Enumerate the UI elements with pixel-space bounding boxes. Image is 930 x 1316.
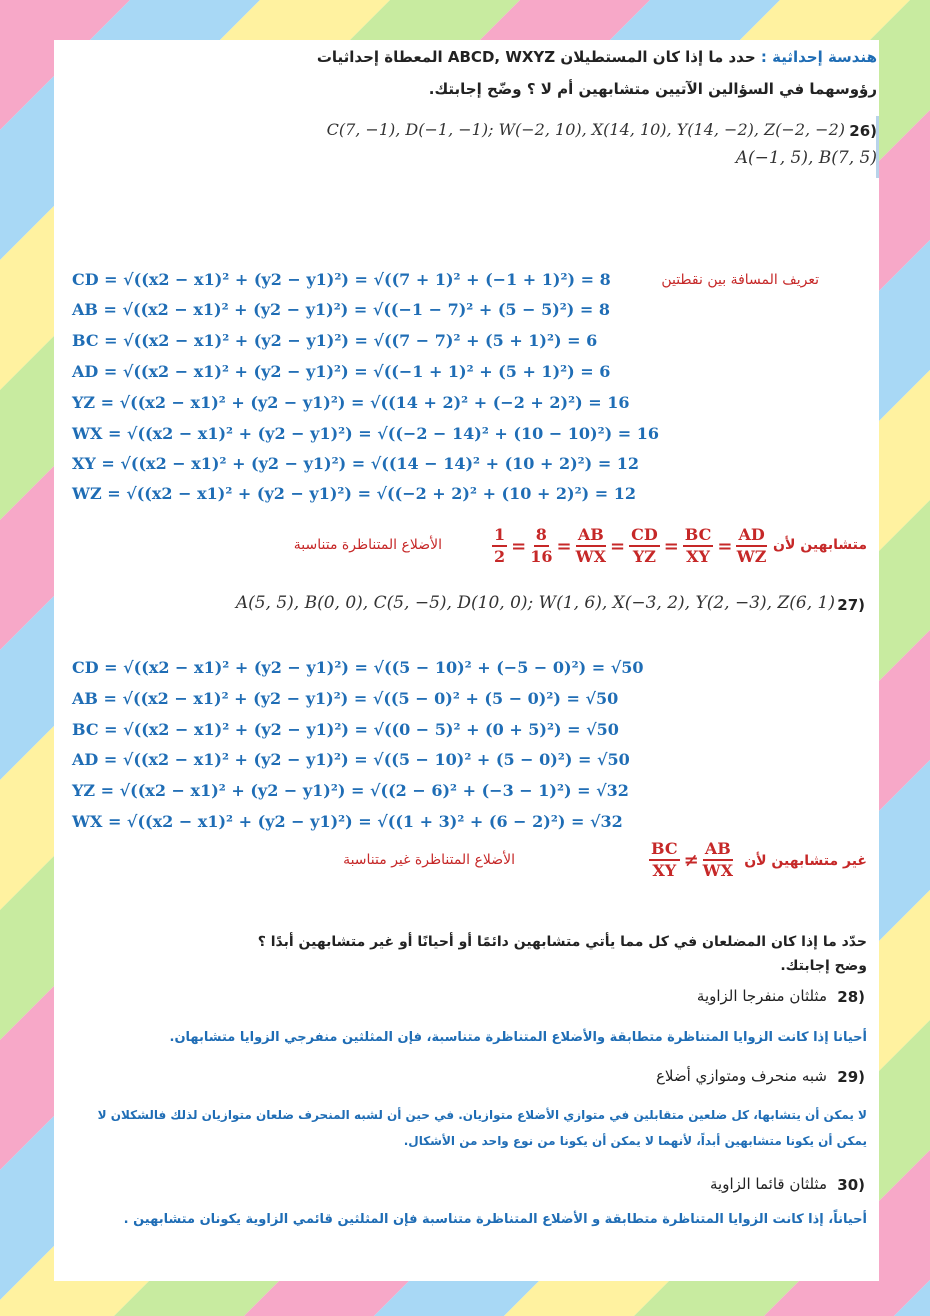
header-prompt-line1 [317,48,877,66]
q26-conclusion: متشابهين لأن [773,537,867,553]
ratio-ab-wx: $\frac{AB}{WX}$ [702,839,734,880]
section2-prompt-line1: حدّد ما إذا كان المضلعان في كل مما يأتي متشابهين دائمًا أو أحيانًا أو غير متشابهين أبدًا ؟ [257,934,867,950]
worksheet-page [54,40,879,1281]
q30-label: مثلثان قائما الزاوية [710,1175,827,1193]
equals-sign: = [717,535,733,557]
q28-label: مثلثان منفرجا الزاوية [696,987,827,1005]
q26-eq-xy: XY = √((x2 − x1)² + (y2 − y1)²) = √((14 − 14)² + (10 + 2)²) = 12 [72,454,640,473]
q27-ratio-compare [649,839,733,881]
distance-definition-note: تعريف المسافة بين نقطتين [661,272,819,288]
q26-eq-wx: WX = √((x2 − x1)² + (y2 − y1)²) = √((−2 − 14)² + (10 − 10)²) = 16 [72,424,660,443]
q27-conclusion: غير متشابهين لأن [744,853,867,869]
ratio-ab-wx: $\frac{AB}{WX}$ [575,525,606,566]
q30-number: 30) [837,1176,865,1194]
q26-eq-yz: YZ = √((x2 − x1)² + (y2 − y1)²) = √((14 + 2)² + (−2 + 2)²) = 16 [72,393,630,412]
q26-coords-line2: A(−1, 5), B(7, 5) [735,148,877,168]
ratio-bc-xy: $\frac{BC}{XY}$ [651,839,678,880]
ratio-8-16: $\frac{8}{16}$ [530,525,553,566]
header-prompt-text: حدد ما إذا كان المستطيلان ABCD, WXYZ المعطاة إحداثيات [316,48,756,66]
ratio-cd-yz: $\frac{CD}{YZ}$ [631,525,658,566]
q27-eq-yz: YZ = √((x2 − x1)² + (y2 − y1)²) = √((2 − 6)² + (−3 − 1)²) = √32 [72,781,629,800]
equals-sign: = [609,535,626,557]
equals-sign: = [511,535,527,557]
q27-ratio-note: الأضلاع المتناظرة غير متناسبة [343,852,515,868]
q30-answer: أحياناً، إذا كانت الزوايا المتناظرة متطابقة و الأضلاع المتناظرة متناسبة فإن المثلثين قائمي الزاوية يكونان متشابهين . [123,1212,867,1227]
q27-eq-bc: BC = √((x2 − x1)² + (y2 − y1)²) = √((0 − 5)² + (0 + 5)²) = √50 [72,720,619,739]
q27-coords: A(5, 5), B(0, 0), C(5, −5), D(10, 0); W(1, 6), X(−3, 2), Y(2, −3), Z(6, 1) [235,593,835,613]
header-prompt-line2: رؤوسهما في السؤالين الآتيين متشابهين أم لا ؟ وضّح إجابتك. [428,80,877,98]
ratio-ad-wz: $\frac{AD}{WZ}$ [736,525,767,566]
q26-eq-wz: WZ = √((x2 − x1)² + (y2 − y1)²) = √((−2 + 2)² + (10 + 2)²) = 12 [72,484,637,503]
q26-ratio-note: الأضلاع المتناظرة متناسبة [293,537,442,553]
not-equal-sign: ≠ [683,849,699,871]
q26-number: 26) [849,122,877,140]
ratio-1-2: $\frac{1}{2}$ [494,525,506,566]
q27-eq-ab: AB = √((x2 − x1)² + (y2 − y1)²) = √((5 − 0)² + (5 − 0)²) = √50 [72,689,619,708]
q28-number: 28) [837,988,865,1006]
equals-sign: = [556,535,572,557]
q26-eq-ad: AD = √((x2 − x1)² + (y2 − y1)²) = √((−1 + 1)² + (5 + 1)²) = 6 [72,362,611,381]
q29-number: 29) [837,1068,865,1086]
q27-eq-wx: WX = √((x2 − x1)² + (y2 − y1)²) = √((1 + 3)² + (6 − 2)²) = √32 [72,812,623,831]
q26-coords-line1: C(7, −1), D(−1, −1); W(−2, 10), X(14, 10), Y(14, −2), Z(−2, −2) [326,120,845,139]
q29-answer-line1: لا يمكن أن يتشابها، كل ضلعين متقابلين في متوازي الأضلاع متوازيان. في حين أن لشبه المنحرف ضلعان متوازيان لذلك فالشكلان لا [97,1108,867,1122]
q27-eq-ad: AD = √((x2 − x1)² + (y2 − y1)²) = √((5 − 10)² + (5 − 0)²) = √50 [72,750,630,769]
q26-eq-ab: AB = √((x2 − x1)² + (y2 − y1)²) = √((−1 − 7)² + (5 − 5)²) = 8 [72,300,611,319]
q27-number: 27) [837,596,865,614]
q26-eq-bc: BC = √((x2 − x1)² + (y2 − y1)²) = √((7 − 7)² + (5 + 1)²) = 6 [72,331,598,350]
q27-eq-cd: CD = √((x2 − x1)² + (y2 − y1)²) = √((5 − 10)² + (−5 − 0)²) = √50 [72,658,644,677]
q26-eq-cd: CD = √((x2 − x1)² + (y2 − y1)²) = √((7 + 1)² + (−1 + 1)²) = 8 [72,270,611,289]
topic-label: هندسة إحداثية : [760,48,877,66]
ratio-bc-xy: $\frac{BC}{XY}$ [684,525,712,566]
q29-answer-line2: يمكن أن يكونا متشابهين أبداً، لأنهما لا يمكن أن يكونا من نوع واحد من الأشكال. [403,1134,867,1148]
q26-ratio-chain [492,525,767,567]
q28-answer: أحيانا إذا كانت الزوايا المتناظرة متطابقة والأضلاع المتناظرة متناسبة، فإن المثلثين منفرجي الزوايا متشابهان. [169,1030,867,1045]
q29-label: شبه منحرف ومتوازي أضلاع [655,1067,827,1085]
section2-prompt-line2: وضح إجابتك. [780,958,867,974]
equals-sign: = [663,535,679,557]
